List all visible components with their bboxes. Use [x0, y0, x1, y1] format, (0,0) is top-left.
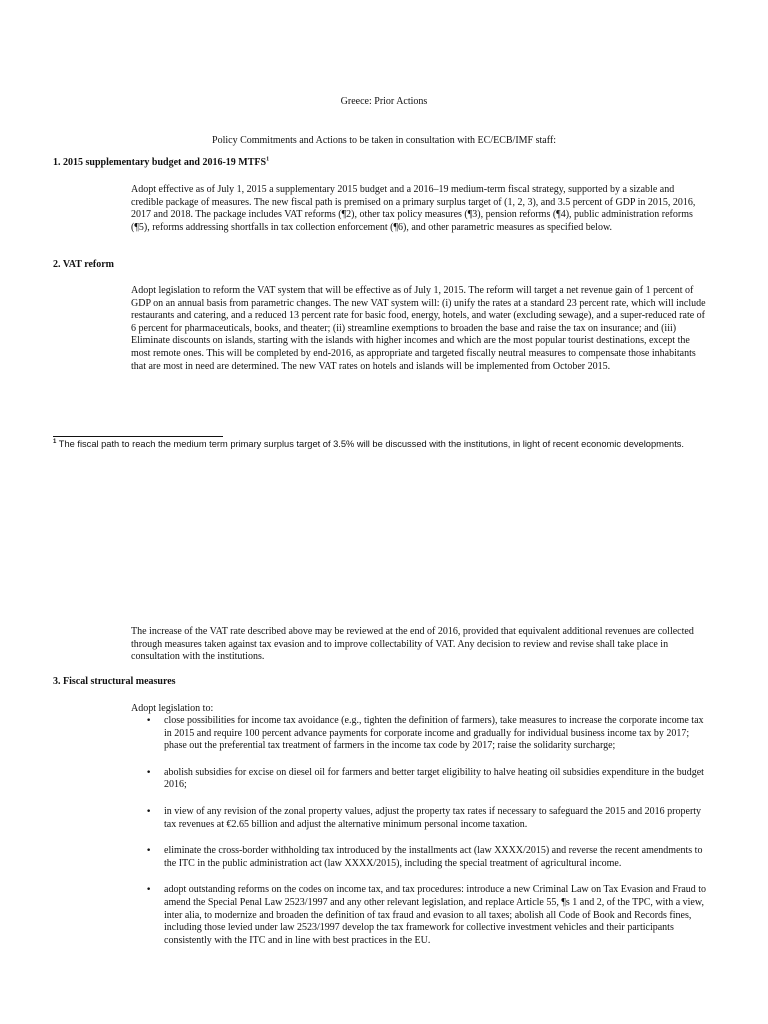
footnote-reference: 1 [266, 156, 270, 163]
section-3-heading: 3. Fiscal structural measures [53, 676, 176, 687]
section-1-heading-text: 1. 2015 supplementary budget and 2016-19 MTFS [53, 157, 267, 168]
bullet-icon: • [146, 716, 152, 726]
list-item-text: in view of any revision of the zonal property values, adjust the property tax rates if necessary to safeguard the 2015 and 2016 property tax revenues at €2.65 billion and adjust the alternative minimum personal income taxation. [164, 805, 702, 830]
list-item [146, 715, 707, 753]
list-item-text: abolish subsidies for excise on diesel oil for farmers and better target eligibility to halve heating oil subsidies expenditure in the budget 2016; [164, 766, 704, 791]
document-title: Greece: Prior Actions [340, 96, 428, 107]
section-2-body: Adopt legislation to reform the VAT system that will be effective as of July 1, 2015. The reform will target a net revenue gain of 1 percent of GDP on an annual basis from parametric changes. The new VAT system will: (i) unify the rates at a standard 23 percent rate, which will include restaurants and catering, and a reduced 13 percent rate for basic food, energy, hotels, and water (excluding sewage), and a super-reduced rate of 6 percent for pharmaceuticals, books, and theater; (ii) streamline exemptions to broaden the base and raise the tax on insurance; and (iii) Eliminate discounts on islands, starting with the islands with higher incomes and which are the most popular tourist destinations, except the most remote ones. This will be completed by end-2016, as appropriate and targeted fiscally neutral measures to compensate those inhabitants that are most in need are determined. The new VAT rates on hotels and islands will be implemented from October 2015. [131, 285, 706, 372]
bullet-icon: • [146, 885, 152, 896]
fiscal-measures-list [146, 715, 707, 961]
list-item-text: adopt outstanding reforms on the codes on income tax, and tax procedures: introduce a new Criminal Law on Tax Evasion and Fraud to amend the Special Penal Law 2523/1997 and any other relevant legislation, and replace Article 55, ¶s 1 and 2, of the TPC, with a view, inter alia, to modernize and broaden the definition of tax fraud and evasion to all taxes; abolish all Code of Book and Records fines, including those levied under law 2523/1997 develop the tax framework for collective investment vehicles and their participants consistently with the ITC and in line with best practices in the EU. [164, 884, 707, 946]
footnote-mark: 1 [53, 438, 57, 445]
list-item-text: eliminate the cross-border withholding tax introduced by the installments act (law XXXX/2015) and reverse the recent amendments to the ITC in the public administration act (law XXXX/2015), including the special treatment of agricultural income. [164, 845, 703, 869]
footnote-text: The fiscal path to reach the medium term primary surplus target of 3.5% will be discussed with the institutions, in light of recent economic developments. [58, 439, 685, 449]
section-1-body: Adopt effective as of July 1, 2015 a supplementary 2015 budget and a 2016–19 medium-term fiscal strategy, supported by a sizable and credible package of measures. The new fiscal path is premised on a primary surplus target of (1, 2, 3), and 3.5 percent of GDP in 2015, 2016, 2017 and 2018. The package includes VAT reforms (¶2), other tax policy measures (¶3), pension reforms (¶4), public administration reforms (¶5), reforms addressing shortfalls in tax collection enforcement (¶6), and other parametric measures as specified below. [131, 184, 696, 233]
section-3-intro: Adopt legislation to: [131, 703, 214, 714]
footnote [53, 438, 713, 450]
document-subtitle: Policy Commitments and Actions to be taken in consultation with EC/ECB/IMF staff: [212, 135, 556, 146]
footnote-separator [53, 436, 223, 437]
vat-review-paragraph: The increase of the VAT rate described above may be reviewed at the end of 2016, provided that equivalent additional revenues are collected through measures taken against tax evasion and to improve collectability of VAT. Any decision to review and revise shall take place in consultation with the institutions. [131, 626, 694, 663]
list-item [146, 845, 707, 870]
list-item [146, 806, 707, 831]
list-item [146, 884, 707, 947]
section-1-heading [53, 157, 269, 170]
bullet-icon: • [146, 767, 152, 778]
section-2-heading: 2. VAT reform [53, 259, 115, 270]
list-item-text: close possibilities for income tax avoidance (e.g., tighten the definition of farmers), take measures to increase the corporate income tax in 2015 and require 100 percent advance payments for corporate income and gradually for individual business income tax by 2017; phase out the preferential tax treatment of farmers in the income tax code by 2017; raise the solidarity surcharge; [164, 715, 704, 752]
list-item [146, 767, 707, 792]
bullet-icon: • [146, 846, 152, 857]
bullet-icon: • [146, 806, 152, 817]
